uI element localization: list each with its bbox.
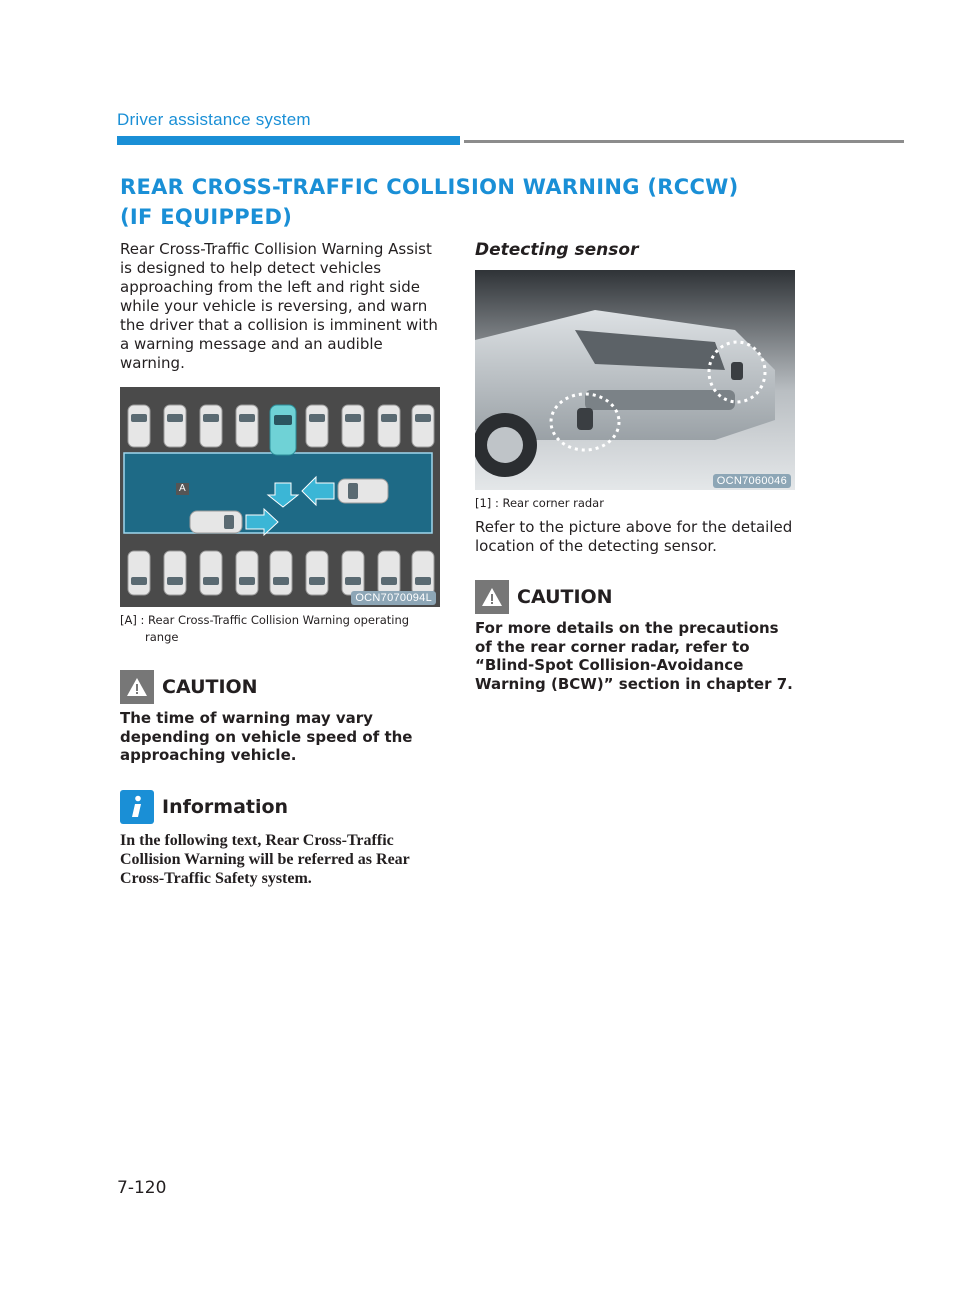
figure-caption <box>120 612 442 646</box>
main-heading-line1: REAR CROSS-TRAFFIC COLLISION WARNING (RCCW) <box>120 175 739 199</box>
detecting-sensor-heading: Detecting sensor <box>475 240 639 260</box>
header-bar-divider <box>464 140 904 143</box>
header-bar-accent <box>117 136 460 145</box>
caution-title: CAUTION <box>517 586 613 608</box>
warning-triangle-icon <box>120 670 154 704</box>
caution-header <box>475 580 797 614</box>
info-icon <box>120 790 154 824</box>
intro-paragraph: Rear Cross-Traffic Collision Warning Assist is designed to help detect vehicles approaching from the left and right side while your vehicle is reversing, and warn the driver that a collision is imminent with a warning message and an audible warning. <box>120 240 438 372</box>
caution-text: The time of warning may vary depending on vehicle speed of the approaching vehicle. <box>120 709 413 764</box>
left-column <box>120 240 442 888</box>
sensor-location-paragraph: Refer to the picture above for the detailed location of the detecting sensor. <box>475 518 793 555</box>
caption-line2: range <box>145 630 179 644</box>
caution-text: For more details on the precautions of the rear corner radar, refer to “Blind-Spot Collision-Avoidance Warning (BCW)” section in chapter 7. <box>475 619 793 693</box>
information-text: In the following text, Rear Cross-Traffic Collision Warning will be referred as Rear Cross-Traffic Safety system. <box>120 831 410 887</box>
warning-triangle-icon <box>475 580 509 614</box>
section-title: Driver assistance system <box>117 110 311 129</box>
main-heading <box>120 172 820 232</box>
figure-code: OCN7060046 <box>713 474 791 488</box>
figure-code: OCN7070094L <box>351 591 436 605</box>
right-column <box>475 240 797 693</box>
information-box <box>120 790 442 888</box>
information-title: Information <box>162 795 289 818</box>
rear-radar-figure <box>475 270 795 490</box>
main-heading-line2: (IF EQUIPPED) <box>120 205 293 229</box>
caution-box <box>475 580 797 693</box>
parking-lot-illustration <box>120 387 440 607</box>
caution-header <box>120 670 442 704</box>
figure-caption: [1] : Rear corner radar <box>475 496 604 510</box>
zone-label-a: A <box>176 483 189 495</box>
page-number: 7-120 <box>117 1178 167 1198</box>
information-header <box>120 790 442 824</box>
caution-title: CAUTION <box>162 676 258 698</box>
caption-line1: [A] : Rear Cross-Traffic Collision Warning operating <box>120 613 410 627</box>
parking-lot-figure <box>120 387 440 607</box>
rear-car-illustration <box>475 270 795 490</box>
caution-box <box>120 670 442 765</box>
